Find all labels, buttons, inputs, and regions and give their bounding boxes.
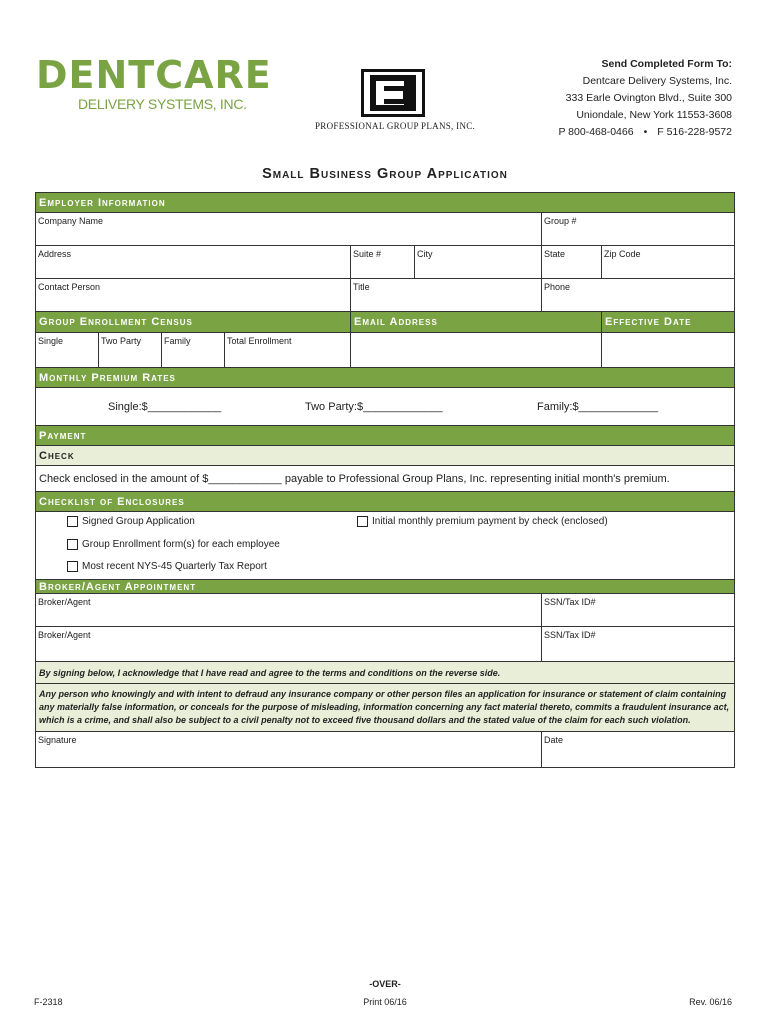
- census-heading: Group Enrollment Census: [36, 312, 351, 332]
- single-count-field[interactable]: Single: [36, 333, 99, 367]
- contact-title-field[interactable]: Title: [351, 279, 542, 311]
- row-signature: [36, 732, 734, 767]
- send-heading: Send Completed Form To:: [601, 58, 732, 70]
- email-field[interactable]: [351, 333, 602, 367]
- effective-date-field[interactable]: [602, 333, 734, 367]
- checkbox-icon[interactable]: [67, 516, 78, 527]
- group-number-field[interactable]: Group #: [544, 216, 577, 226]
- checklist-label: Most recent NYS-45 Quarterly Tax Report: [82, 561, 267, 572]
- ssn-field-2[interactable]: SSN/Tax ID#: [544, 630, 596, 640]
- effective-date-heading: Effective Date: [602, 312, 734, 332]
- form-number: F-2318: [34, 997, 63, 1007]
- row-address: [36, 246, 734, 279]
- acknowledgement-text: By signing below, I acknowledge that I have read and agree to the terms and conditions on the reverse side.: [36, 662, 734, 684]
- suite-field[interactable]: Suite #: [351, 246, 415, 278]
- check-heading: Check: [36, 446, 734, 466]
- checkbox-icon[interactable]: [67, 539, 78, 550]
- checklist-label: Initial monthly premium payment by check (enclosed): [372, 516, 608, 527]
- zip-field[interactable]: Zip Code: [604, 249, 641, 259]
- row-contact: [36, 279, 734, 312]
- employer-section-heading: Employer Information: [36, 193, 734, 213]
- pgp-logo-icon: [361, 69, 425, 117]
- page-title: Small Business Group Application: [262, 166, 508, 182]
- revision-date: Rev. 06/16: [689, 997, 732, 1007]
- broker-agent-field-2[interactable]: Broker/Agent: [36, 627, 542, 661]
- enclosures-heading: Checklist of Enclosures: [36, 492, 734, 512]
- checklist-label: Signed Group Application: [82, 516, 195, 527]
- enclosures-list: [36, 512, 734, 580]
- broker-heading: Broker/Agent Appointment: [36, 580, 734, 594]
- send-contact: [558, 124, 732, 141]
- rates-row: [36, 388, 734, 426]
- send-line1: Dentcare Delivery Systems, Inc.: [582, 75, 732, 87]
- census-heading-row: [36, 312, 734, 333]
- signature-field[interactable]: Signature: [36, 732, 542, 767]
- pgp-label: PROFESSIONAL GROUP PLANS, INC.: [315, 121, 476, 131]
- single-rate-field[interactable]: Single:$____________: [108, 400, 222, 413]
- checkbox-icon[interactable]: [67, 561, 78, 572]
- checkbox-icon[interactable]: [357, 516, 368, 527]
- print-date: Print 06/16: [363, 997, 407, 1007]
- checklist-item-tax-report[interactable]: [67, 561, 267, 572]
- dentcare-logo: [36, 53, 272, 112]
- checklist-item-initial-payment[interactable]: [357, 516, 608, 527]
- rates-heading: Monthly Premium Rates: [36, 368, 734, 388]
- row-census: [36, 333, 734, 368]
- city-field[interactable]: City: [415, 246, 542, 278]
- logo-subtitle: DELIVERY SYSTEMS, INC.: [78, 96, 247, 112]
- row-broker-1: [36, 594, 734, 627]
- check-amount-text[interactable]: Check enclosed in the amount of $____________ payable to Professional Group Plans, Inc. representing initial month's premium.: [36, 466, 734, 492]
- family-count-field[interactable]: Family: [162, 333, 225, 367]
- bullet: •: [643, 126, 648, 138]
- checklist-item-enrollment-forms[interactable]: [67, 539, 280, 550]
- row-company: [36, 213, 734, 246]
- email-heading: Email Address: [351, 312, 602, 332]
- checklist-item-signed-application[interactable]: [67, 516, 195, 527]
- date-field[interactable]: Date: [544, 735, 564, 745]
- family-rate-field[interactable]: Family:$_____________: [537, 400, 659, 413]
- total-enrollment-field[interactable]: Total Enrollment: [225, 333, 351, 367]
- two-party-rate-field[interactable]: Two Party:$_____________: [305, 400, 443, 413]
- company-name-field[interactable]: Company Name: [36, 213, 542, 245]
- application-form: [35, 192, 735, 768]
- fraud-warning-text: Any person who knowingly and with intent to defraud any insurance company or other person files an application for insurance or statement of claim containing any materially false information, or conceals for the purpose of misleading, information concerning any fact material thereto, commits a fraudulent insurance act, which is a crime, and shall also be subject to a civil penalty not to exceed five thousand dollars and the stated value of the claim for each such violation.: [36, 684, 734, 732]
- send-line3: Uniondale, New York 11553-3608: [576, 109, 732, 121]
- broker-agent-field-1[interactable]: Broker/Agent: [36, 594, 542, 626]
- phone-field[interactable]: Phone: [544, 282, 571, 292]
- send-line2: 333 Earle Ovington Blvd., Suite 300: [565, 92, 732, 104]
- send-fax: F 516-228-9572: [657, 126, 732, 138]
- logo-wordmark: DENTCARE: [36, 53, 272, 97]
- two-party-count-field[interactable]: Two Party: [99, 333, 162, 367]
- address-field[interactable]: Address: [36, 246, 351, 278]
- row-broker-2: [36, 627, 734, 662]
- state-field[interactable]: State: [542, 246, 602, 278]
- over-label: -OVER-: [369, 979, 401, 989]
- send-phone: P 800-468-0466: [558, 126, 634, 138]
- payment-heading: Payment: [36, 426, 734, 446]
- send-address-block: [558, 56, 732, 141]
- checklist-label: Group Enrollment form(s) for each employee: [82, 539, 280, 550]
- ssn-field-1[interactable]: SSN/Tax ID#: [544, 597, 596, 607]
- contact-person-field[interactable]: Contact Person: [36, 279, 351, 311]
